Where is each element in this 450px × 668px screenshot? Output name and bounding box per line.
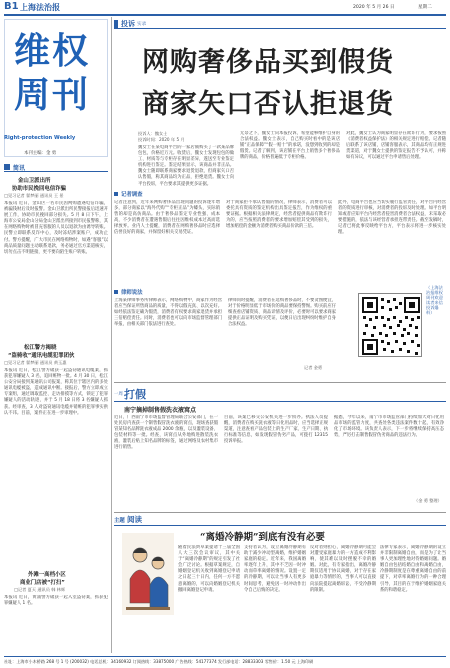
complainant: 投诉人：魏女士 — [138, 131, 168, 136]
record-header-text: 记者调查 — [121, 192, 143, 198]
complaint-headline-1: 网购奢侈品买到假货 — [142, 47, 394, 78]
illustration-graphic — [122, 533, 174, 615]
record-header-icon — [114, 192, 118, 196]
section-divider-2 — [114, 512, 446, 513]
news-item-2-byline: □见习记者 翟梦丽 通讯员 黄玉惠 — [4, 360, 67, 365]
complaint-date: 投诉时间：2020 年 5 月 — [138, 137, 185, 142]
theme-headline: “离婚冷静期”到底有没有必要 — [200, 532, 325, 543]
anti-fake-col-2: 目前，该案已移交公安机关进一步侦办。执法人员提醒，消费者在购买洗衣液等日化用品时，应当选择正规渠道，注意查看产品包装上的生产厂家、生产日期、执行标准等信息，如发现假冒伪劣产品，可拨打 12315 投诉举报。 — [224, 415, 328, 445]
anti-fake-label-text: 打假 — [124, 388, 146, 401]
sidebar — [4, 17, 108, 653]
complaint-col-1: 魏女士在某电商平台的一家店铺购买了一款某品牌包包，价格近万元。收货后，魏女士发现包包的做工、材质等与专柜存在明显差异，遂送至专业鉴定机构进行鉴定。鉴定结果显示，该商品并非正品。魏女士随即联系商家要求退货退款，但商家矢口否认售假，称其商品均为正品，拒绝退货。魏女士向平台投诉，平台要求其提供更多证据。 — [138, 145, 234, 187]
news-item-3-title-2: 商业门店被“打扫” — [20, 580, 65, 586]
anti-fake-section — [114, 384, 446, 508]
section-divider-1 — [114, 382, 446, 383]
column-divider — [111, 17, 112, 653]
record-col-1: 记者注意到，近年来网购奢侈品出现问题的投诉逐年增多，部分商家以“海外代购”“专柜正品”为噱头，实际销售的却是高仿商品。由于奢侈品鉴定专业性强、成本高，不少消费者在遭遇售假后往往因维权成本过高而选择放弃。业内人士提醒，消费者在网购奢侈品时应选择信誉良好的商家，并保留好相关交易凭证。 — [114, 200, 220, 236]
qr-code-graphic — [359, 294, 423, 358]
news-item-1-body: 本报讯 近日，金山区一名市民因网购遭遇电信诈骗，被骗钱财后及时报警。金山卫派出所民警接报后迅速开展工作，协助市民挽回部分损失。5 月 8 日下午，上海市公安局金山分局金山卫派出所接到市民报警称，其在网络购物时被冒充客服的人员以退款为由诱导转账。民警立即联系反诈中心，及时冻结涉案账户，成功止付。警方提醒，广大市民在网络购物时，如遇“客服”以商品质量问题主动联系退款，务必通过官方渠道核实，切勿点击不明链接，更不要向陌生账户转账。 — [4, 201, 108, 255]
complaint-section — [114, 17, 446, 377]
theme-illustration — [122, 533, 174, 615]
complaint-editor-note: 记者 金勇 — [304, 365, 323, 370]
masthead — [0, 0, 450, 14]
lawyer-header-icon — [114, 290, 118, 294]
sidebar-title-line1: 维权 — [14, 30, 91, 72]
record-col-3: 此外，电商平台也应当切实履行监管责任，对平台内经营者的资质进行审核，对消费者的投诉及时处理。如平台明知或者应知平台内经营者侵害消费者合法权益，未采取必要措施的，依法与该经营者承担连带责任。截至发稿时，记者已将此事反映给平台方，平台表示将进一步核实处理。 — [338, 200, 446, 236]
issue-date: 2020 年 5 月 26 日 — [353, 5, 395, 10]
sidebar-title-line2: 周刊 — [14, 74, 91, 116]
news-item-3-byline: □记者 夏天 通讯员 韩 林辉 — [14, 587, 66, 592]
theme-label-sub: 阅读 — [127, 515, 142, 524]
theme-rule — [114, 525, 446, 526]
anti-fake-col-1: 近日，广西南宁市市场监督管理局联合公安部门，在一处民房内查获一个制售假冒洗衣液的窝点，现场查获假冒某知名品牌洗衣液成品 2000 余瓶，以及灌装设备、包装材料等一批。经查，该窝点从外地购进散装洗衣液，灌装后贴上知名品牌的标签，通过网络及农村集市进行销售。 — [114, 415, 218, 451]
theme-col-2: 支持者认为，设立离婚冷静期有助于减少冲动型离婚，维护婚姻家庭的稳定。近年来，我国离婚率逐年上升，其中不乏因一时冲动而草率离婚的情况。设置一定的冷静期，可以让当事人有更多时间思考，避免因一时冲动作出令自己后悔的决定。 — [244, 545, 306, 593]
news-item-1-title-2: 协助市民挽回电信诈骗 — [12, 186, 66, 192]
weekly-en-title: Right-protection Weekly — [4, 135, 76, 141]
page-code: B1 — [4, 1, 19, 12]
theme-section — [114, 515, 446, 655]
news-item-2-title-2: “盗骑收”通讯电缆犯罪团伙 — [8, 353, 75, 359]
news-item-1-byline: □见习记者 翟梦丽 通讯员 王 景 — [4, 193, 64, 198]
anti-fake-col-3: 据悉，今年以来，南宁市市场监管部门持续加大对日化用品市场的监管力度，共查处各类违法案件数十起，有效净化了市场环境。该负责人表示，下一步将继续保持高压态势，严厉打击制售假冒伪劣商品的违法行为。 — [334, 415, 444, 439]
paper-name: 上海法治报 — [20, 2, 60, 12]
theme-col-3: 反对者则担心，离婚冷静期可能会对遭受家庭暴力的一方造成不利影响，使其难以及时摆脱不幸的婚姻。对此，有专家指出，离婚冷静期仅适用于协议离婚，对于存在家庭暴力等情形的，当事人可以直接向法院提起离婚诉讼，不受冷静期的限制。 — [310, 545, 376, 593]
complaint-label-bar — [114, 20, 118, 28]
news-item-2-body: 本报讯 近日，松江警方破获一起盗窃通讯电缆案，抓获犯罪嫌疑人 3 名，追回赃物一批。4 月 30 日，松江公安分局接到某通讯公司报案，称其位于辖区内的多处通讯电缆被盗，造成通讯中断。接报后，警方立即成立专案组，通过调取监控、走访排摸等方式，锁定了犯罪嫌疑人的活动轨迹，并于 5 月 18 日将 3 名嫌疑人抓获。经审查，3 人对盗窃通讯电缆并销赃的犯罪事实供认不讳。目前，案件正在进一步审理中。 — [4, 368, 108, 416]
complaint-col-2: 无奈之下，魏女士向本报投诉，希望能够维护自身的合法权益。魏女士表示，自己购买时看中的是该店铺“正品保障”“假一赔十”的承诺，没想到收到的却是假货。记者了解到，该店铺在平台上销售多个奢侈品牌的商品，价格普遍低于专柜价格。 — [240, 131, 340, 161]
complaint-headline-2: 商家矢口否认拒退货 — [142, 89, 394, 120]
theme-col-1: 随着民法典草案提请十三届全国人大三次会议审议，其中关于“离婚冷静期”的规定引发了社会广泛讨论。根据草案规定，自婚姻登记机关收到离婚登记申请之日起三十日内，任何一方不愿意离婚的，可以向婚姻登记机关撤回离婚登记申请。 — [178, 545, 240, 593]
complaint-label-text: 投诉 — [121, 20, 135, 28]
anti-fake-headline: 南宁摘掉制售假洗衣液窝点 — [124, 407, 197, 414]
sidebar-editor: 本刊主编：金 勇 — [24, 151, 57, 156]
complaint-label-rule — [114, 28, 446, 29]
news-item-1-title-1: 金山卫派出所 — [18, 178, 51, 184]
anti-fake-rule — [114, 401, 446, 402]
qr-caption: （上海法治报维权周刊欢迎读者来信投诉爆料） — [426, 285, 443, 315]
lawyer-col-2: 律师同时提醒，消费者在选购奢侈品时，不要贪图便宜，对于价格明显低于市场价的商品要保持警惕。购买前应仔细查看店铺资质、商品详情及评价，必要时可以要求商家提供正品证明及购买凭证，以便日后出现纠纷时维护自身合法权益。 — [228, 298, 336, 328]
lawyer-header — [114, 288, 334, 296]
news-icon — [4, 164, 10, 170]
masthead-rule — [4, 14, 446, 16]
anti-fake-label-prefix: 一周 — [114, 392, 123, 397]
weekday: 星期二 — [418, 5, 432, 10]
complaint-label-sub: 实录 — [137, 22, 147, 27]
footer-rule — [4, 656, 446, 657]
anti-fake-note: （金 勇 整理） — [414, 498, 442, 503]
record-col-2: 对于商家拒不承认售假的情况，律师表示，消费者可以委托具有资质的鉴定机构出具鉴定报告，作为维权的重要证据。根据相关法律规定，经营者提供商品有欺诈行为的，应当按照消费者的要求增加赔偿其受到的损失，增加赔偿的金额为消费者购买商品价款的三倍。 — [226, 200, 332, 230]
record-header — [114, 190, 446, 198]
qr-code[interactable] — [358, 293, 422, 357]
complaint-col-3: 对此，魏女士认为商家明显存在欺诈行为，要求按照《消费者权益保护法》的相关规定进行赔偿。记者随后联系了该店铺，店铺客服表示，其商品均有正规进货渠道，对于魏女士提供的鉴定报告不予认可，并称如有异议，可以通过平台申请售后处理。 — [346, 131, 446, 161]
lawyer-header-text: 律师说法 — [121, 290, 143, 296]
news-header-label: 简讯 — [13, 165, 26, 172]
news-item-3-body: 本报讯 近日，黄浦警方破获一起入室盗窃案，抓获犯罪嫌疑人 1 名。 — [4, 595, 108, 607]
footer: 社址：上海市小木桥路 268 号 1 号 (200032) 电话总机：34160932 订阅热线：33875000 广告热线：54177374 发行部电话：28833303 零售价：1.50 元 上海印刷 — [4, 659, 314, 664]
theme-label-text: 主题 — [114, 518, 125, 524]
theme-col-4: 法律专家表示，离婚冷静期的设立并非限制离婚自由，而是为了让当事人更加理性地对待婚姻问题。婚姻自由包括结婚自由和离婚自由，冷静期制度是在尊重离婚自由的前提下，对草率离婚行为的一种合理引导，其目的在于维护婚姻家庭关系的和谐稳定。 — [380, 545, 446, 593]
lawyer-col-1: 上海某律师事务所律师表示，网络购物中，商家作为经营者应当保证所售商品的质量，不得以假充真、以次充好。如经依法鉴定确为假货，消费者有权要求商家退货并承担三倍赔偿责任。同时，消费者也可以向市场监督管理部门举报，由相关部门依法进行查处。 — [114, 298, 222, 328]
news-item-3-title-1: 外滩一高档小区 — [28, 572, 66, 578]
news-header — [4, 163, 108, 172]
news-item-2-title-1: 松江警方揭晓 — [24, 345, 57, 351]
